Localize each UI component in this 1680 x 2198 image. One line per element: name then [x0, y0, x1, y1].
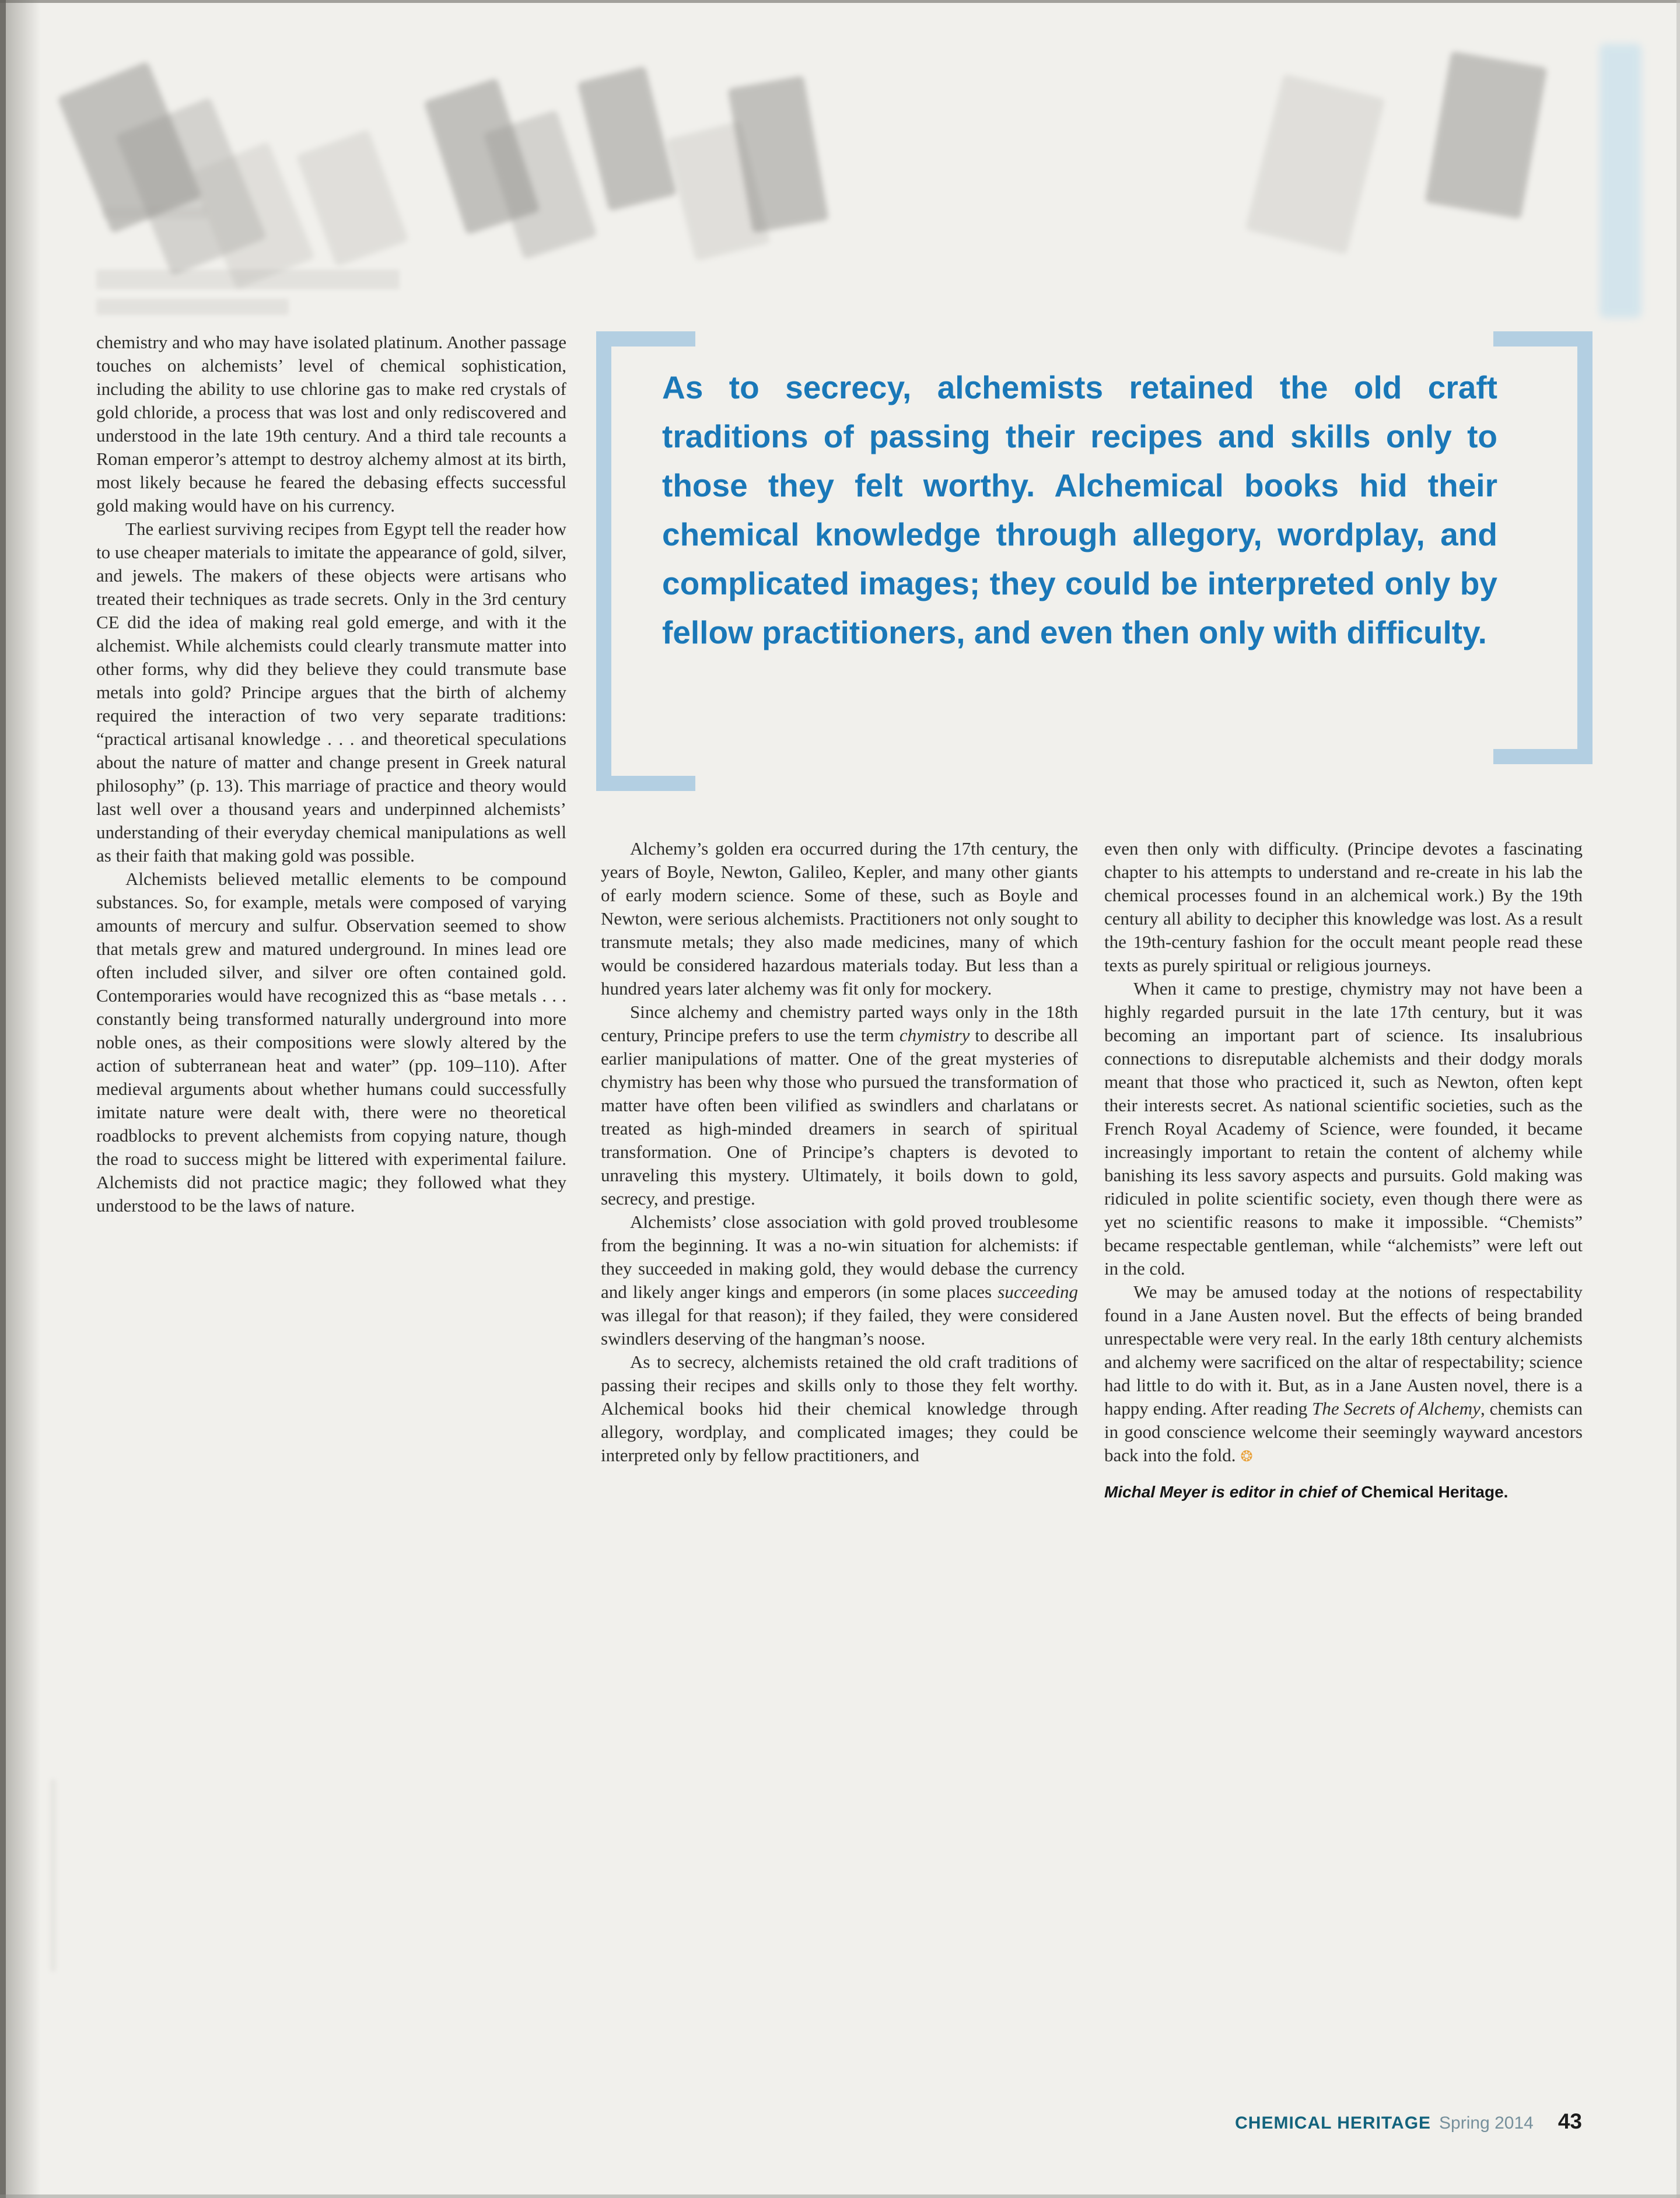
page-bleed-ghost	[577, 66, 677, 211]
page-bleed-kicker-ghost	[102, 207, 207, 219]
page-bleed-ghost	[296, 130, 408, 267]
article-column-2	[601, 837, 1078, 1467]
page-bleed-ghost	[1245, 74, 1385, 254]
end-of-article-ornament-icon: ❂	[1240, 1447, 1253, 1465]
page-binding-edge	[0, 0, 6, 2198]
article-paragraph: Alchemists believed metallic elements to be compound substances. So, for example, metals were composed of varying amounts of mercury and sulfur. Observation seemed to show that metals grew and matured underground. In mines lead ore often included silver, and silver ore often contained gold. Contemporaries would have recognized this as “base metals . . . constantly being transformed naturally underground into more noble ones, as their compositions were slowly altered by the action of subterranean heat and water” (pp. 109–110). After medieval arguments about whether humans could successfully imitate nature were dealt with, there were no theoretical roadblocks to prevent alchemists from copying nature, though the road to success might be littered with experimental failure. Alchemists did not practice magic; they followed what they understood to be the laws of nature.	[96, 869, 566, 1216]
page-bottom-edge	[0, 2194, 1680, 2198]
author-byline: Michal Meyer is editor in chief of Chemical Heritage.	[1104, 1483, 1508, 1501]
page-bleed-headline-ghost	[96, 299, 289, 315]
article-paragraph: Alchemists’ close association with gold proved troublesome from the beginning. It was a no-win situation for alchemists: if they succeeded in making gold, they would debase the currency and likely anger kings and emperors (in some places succeeding was illegal for that reason); if they failed, they were considered swindlers deserving of the hangman’s noose.	[601, 1212, 1078, 1349]
footer-page-number: 43	[1558, 2109, 1582, 2133]
article-column-2-paragraphs	[601, 837, 1078, 1467]
footer-magazine-title: CHEMICAL HERITAGE	[1235, 2113, 1432, 2133]
article-column-1	[96, 331, 566, 1217]
page-top-edge	[0, 0, 1680, 3]
page-bleed-ghost	[1424, 51, 1547, 219]
article-paragraph: We may be amused today at the notions of respectability found in a Jane Austen novel. But the effects of being branded unrespectable were very real. In the early 18th century alchemists and alchemy were sacrificed on the altar of respectability; science had little to do with it. But, as in a Jane Austen novel, there is a happy ending. After reading The Secrets of Alchemy, chemists can in good conscience welcome their seemingly wayward ancestors back into the fold. ❂	[1104, 1282, 1583, 1465]
page-binding-shadow	[6, 0, 41, 2198]
article-paragraph: When it came to prestige, chymistry may not have been a highly regarded pursuit in the late 17th century, but it was becoming an important part of science. Its insalubrious connections to disreputable alchemists and their dodgy morals meant that those who practiced it, such as Newton, often kept their interests secret. As national scientific societies, such as the French Royal Academy of Science, were founded, it became increasingly important to retain the content of alchemy while banishing its less savory aspects and pursuits. Gold making was ridiculed in polite scientific society, even though there were as yet no scientific reasons to make it impossible. “Chemists” became respectable gentleman, while “alchemists” were left out in the cold.	[1104, 978, 1583, 1279]
footer-issue: Spring 2014	[1439, 2113, 1534, 2133]
page-footer	[1235, 2109, 1582, 2134]
pull-quote-bracket-right	[1493, 331, 1592, 764]
article-paragraph: Since alchemy and chemistry parted ways only in the 18th century, Principe prefers to use the term chymistry to describe all earlier manipulations of matter. One of the great mysteries of chymistry has been why those who pursued the transformation of matter have often been vilified as swindlers and charlatans or treated as high-minded dreamers in search of spiritual transformation. One of Principe’s chapters is devoted to unraveling this mystery. Ultimately, it boils down to gold, secrecy, and prestige.	[601, 1002, 1078, 1209]
article-column-1-paragraphs	[96, 331, 566, 1217]
pull-quote: As to secrecy, alchemists retained the old craft traditions of passing their recipes and skills only to those they felt worthy. Alchemical books hid their chemical knowledge through allegory, wordplay, and complicated images; they could be interpreted only by fellow practitioners, and even then only with difficulty.	[662, 369, 1497, 650]
page-bleed-ghost	[483, 110, 597, 260]
page-right-edge	[1676, 0, 1680, 2198]
page-bleed-headline-ghost	[96, 270, 400, 289]
article-paragraph: The earliest surviving recipes from Egypt tell the reader how to use cheaper materials to imitate the appearance of gold, silver, and jewels. The makers of these objects were artisans who treated their techniques as trade secrets. Only in the 3rd century CE did the idea of making real gold emerge, and with it the alchemist. While alchemists could clearly transmute matter into other forms, why did they believe they could transmute base metals into gold? Principe argues that the birth of alchemy required the interaction of two very separate traditions: “practical artisanal knowledge . . . and theoretical speculations about the nature of matter and change present in Greek natural philosophy” (p. 13). This marriage of practice and theory would last well over a thousand years and underpinned alchemists’ understanding of their everyday chemical manipulations as well as their faith that making gold was possible.	[96, 519, 566, 866]
article-paragraph: Alchemy’s golden era occurred during the 17th century, the years of Boyle, Newton, Galileo, Kepler, and many other giants of early modern science. Some of these, such as Boyle and Newton, were serious alchemists. Practitioners not only sought to transmute metals; they also made medicines, many of which would be considered hazardous materials today. But less than a hundred years later alchemy was fit only for mockery.	[601, 838, 1078, 999]
article-paragraph: As to secrecy, alchemists retained the old craft traditions of passing their recipes and skills only to those they felt worthy. Alchemical books hid their chemical knowledge through allegory, wordplay, and complicated images; they could be interpreted only by fellow practitioners, and	[601, 1352, 1078, 1465]
article-paragraph: even then only with difficulty. (Principe devotes a fascinating chapter to his attempts to understand and re-create in his lab the chemical processes found in an alchemical work.) By the 19th century all ability to decipher this knowledge was lost. As a result the 19th-century fashion for the occult meant people read these texts as purely spiritual or religious journeys.	[1104, 838, 1583, 975]
article-column-3-paragraphs	[1104, 837, 1583, 1468]
article-paragraph: chemistry and who may have isolated platinum. Another passage touches on alchemists’ level of chemical sophistication, including the ability to use chlorine gas to make red crystals of gold chloride, a process that was lost and only rediscovered and understood in the late 19th century. And a third tale recounts a Roman emperor’s attempt to destroy alchemy almost at its birth, most likely because he feared the debasing effects successful gold making would have on his currency.	[96, 332, 566, 516]
photo-credit-ghost	[50, 1779, 56, 1972]
article-column-3	[1104, 837, 1583, 1503]
page-bleed-spine-text-ghost	[1600, 44, 1642, 318]
